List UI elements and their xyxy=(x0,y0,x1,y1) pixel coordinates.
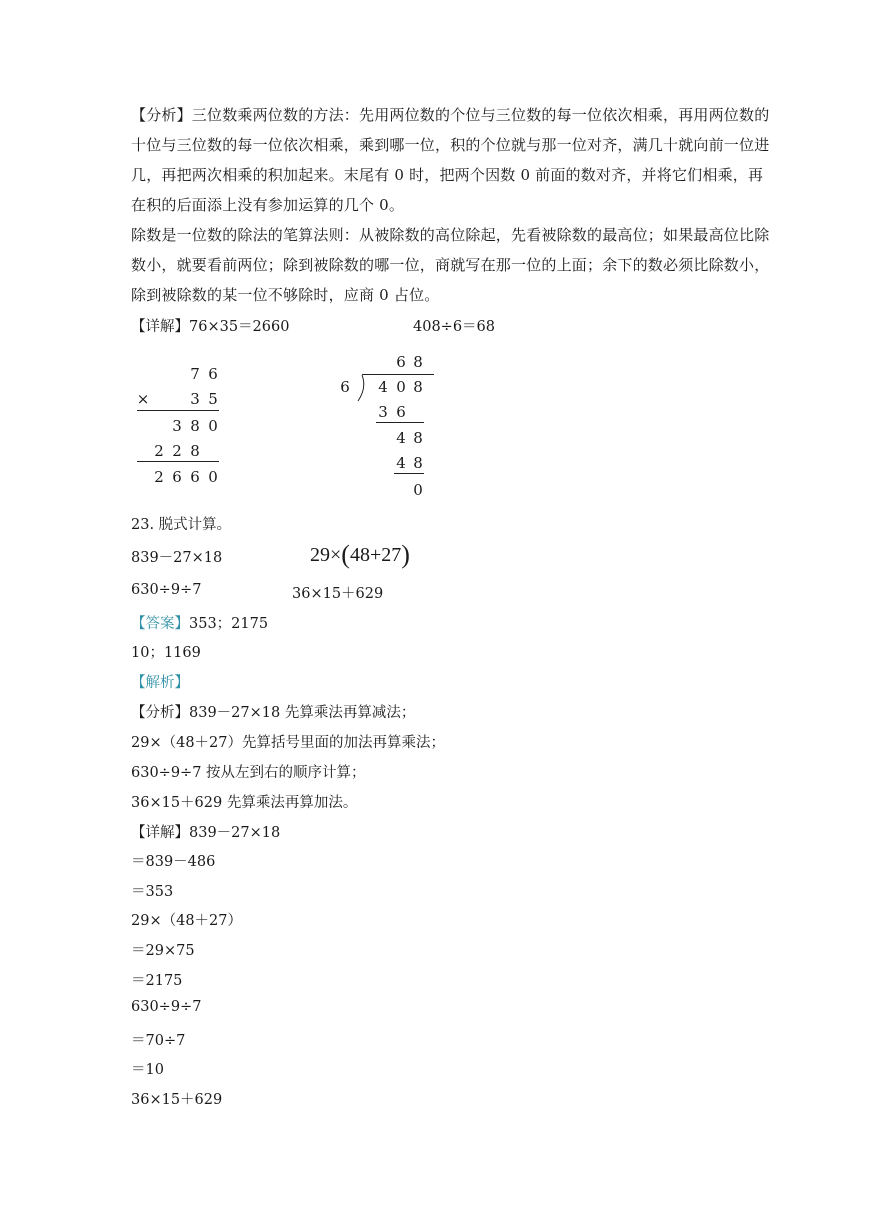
div-step1-digit: 6 xyxy=(396,403,406,421)
analysis-paragraph-multiplication: 【分析】三位数乘两位数的方法：先用两位数的个位与三位数的每一位依次相乘，再用两位数的十位与三位数的每一位依次相乘，乘到哪一位，积的个位就与那一位对齐，满几十就向前一位进几，再把两次相乘的积加起来。末尾有 0 时，把两个因数 0 前面的数对齐，并将它们相乘，再在积的后面添上没有参加运算的几个 0。 xyxy=(131,106,770,214)
div-quotient-digit: 8 xyxy=(413,353,423,371)
question-expr-4: 36×15＋629 xyxy=(292,586,384,602)
detail-line: ＝70÷7 xyxy=(131,1033,186,1049)
mul-partial2-digit: 2 xyxy=(154,442,164,460)
detail-line: ＝353 xyxy=(131,884,174,900)
mul-partial1-digit: 3 xyxy=(172,417,182,435)
detail-line: 36×15＋629 xyxy=(131,1092,223,1108)
answer-label: 【答案】 xyxy=(131,616,189,632)
answer-line-1 xyxy=(131,612,268,633)
mul-result-digit: 2 xyxy=(154,468,164,486)
answer-values-1: 353；2175 xyxy=(189,616,269,632)
detail-line: 【详解】839－27×18 xyxy=(131,825,281,841)
mul-result-digit: 6 xyxy=(172,468,182,486)
div-step2-digit: 4 xyxy=(396,429,406,447)
div-step3-digit: 4 xyxy=(396,454,406,472)
detail-line: ＝10 xyxy=(131,1062,164,1078)
question-expr-2 xyxy=(310,540,410,570)
div-divisor: 6 xyxy=(340,378,350,396)
div-quotient-digit: 6 xyxy=(396,353,406,371)
div-rule-1 xyxy=(376,422,424,423)
question-title: 23. 脱式计算。 xyxy=(131,517,232,533)
analysis-paragraph-division: 除数是一位数的除法的笔算法则：从被除数的高位除起，先看被除数的最高位；如果最高位比除数小，就要看前两位；除到被除数的哪一位，商就写在那一位的上面；余下的数必须比除数小，除到被除数的某一位不够除时，应商 0 占位。 xyxy=(131,226,770,304)
div-step3-digit: 8 xyxy=(413,454,423,472)
div-rule-2 xyxy=(394,473,424,474)
mul-rule-1 xyxy=(137,410,219,411)
mul-partial2-digit: 8 xyxy=(190,442,200,460)
analysis-line: 29×（48＋27）先算括号里面的加法再算乘法； xyxy=(131,735,445,751)
detail-multiplication-label: 【详解】76×35＝2660 xyxy=(131,319,290,335)
question-expr-1: 839－27×18 xyxy=(131,550,223,566)
div-step1-digit: 3 xyxy=(378,403,388,421)
div-bracket-top xyxy=(362,374,434,375)
open-paren-glyph: ( xyxy=(341,540,350,569)
analysis-line: 36×15＋629 先算乘法再算加法。 xyxy=(131,795,358,811)
mul-rule-2 xyxy=(137,461,219,462)
mul-partial1-digit: 0 xyxy=(208,417,218,435)
detail-line: ＝2175 xyxy=(131,973,183,989)
div-dividend-digit: 0 xyxy=(396,378,406,396)
div-bracket-curve xyxy=(354,374,368,402)
mul-row1-digit: 6 xyxy=(208,365,218,383)
analysis-line: 630÷9÷7 按从左到右的顺序计算； xyxy=(131,765,366,781)
answer-line-2: 10；1169 xyxy=(131,645,201,661)
close-paren-glyph: ) xyxy=(401,540,410,569)
mul-result-digit: 6 xyxy=(190,468,200,486)
mul-partial1-digit: 8 xyxy=(190,417,200,435)
div-step2-digit: 8 xyxy=(413,429,423,447)
detail-line: ＝29×75 xyxy=(131,943,195,959)
div-dividend-digit: 4 xyxy=(378,378,388,396)
detail-line: 29×（48＋27） xyxy=(131,913,243,929)
mul-row1-digit: 7 xyxy=(190,365,200,383)
div-remainder: 0 xyxy=(413,481,423,499)
detail-line: 630÷9÷7 xyxy=(131,999,202,1015)
mul-row2-digit: 5 xyxy=(208,390,218,408)
analysis-label: 【解析】 xyxy=(131,675,189,691)
detail-division-label: 408÷6＝68 xyxy=(413,319,496,335)
analysis-line: 【分析】839－27×18 先算乘法再算减法； xyxy=(131,705,416,721)
detail-line: ＝839－486 xyxy=(131,854,216,870)
question-expr-3: 630÷9÷7 xyxy=(131,582,202,598)
expr2-prefix: 29× xyxy=(310,544,342,566)
mul-result-digit: 0 xyxy=(208,468,218,486)
mul-row2-digit: 3 xyxy=(190,390,200,408)
mul-partial2-digit: 2 xyxy=(172,442,182,460)
div-dividend-digit: 8 xyxy=(413,378,423,396)
expr2-inner: 48+27 xyxy=(349,544,402,566)
mul-sign: × xyxy=(136,390,150,408)
